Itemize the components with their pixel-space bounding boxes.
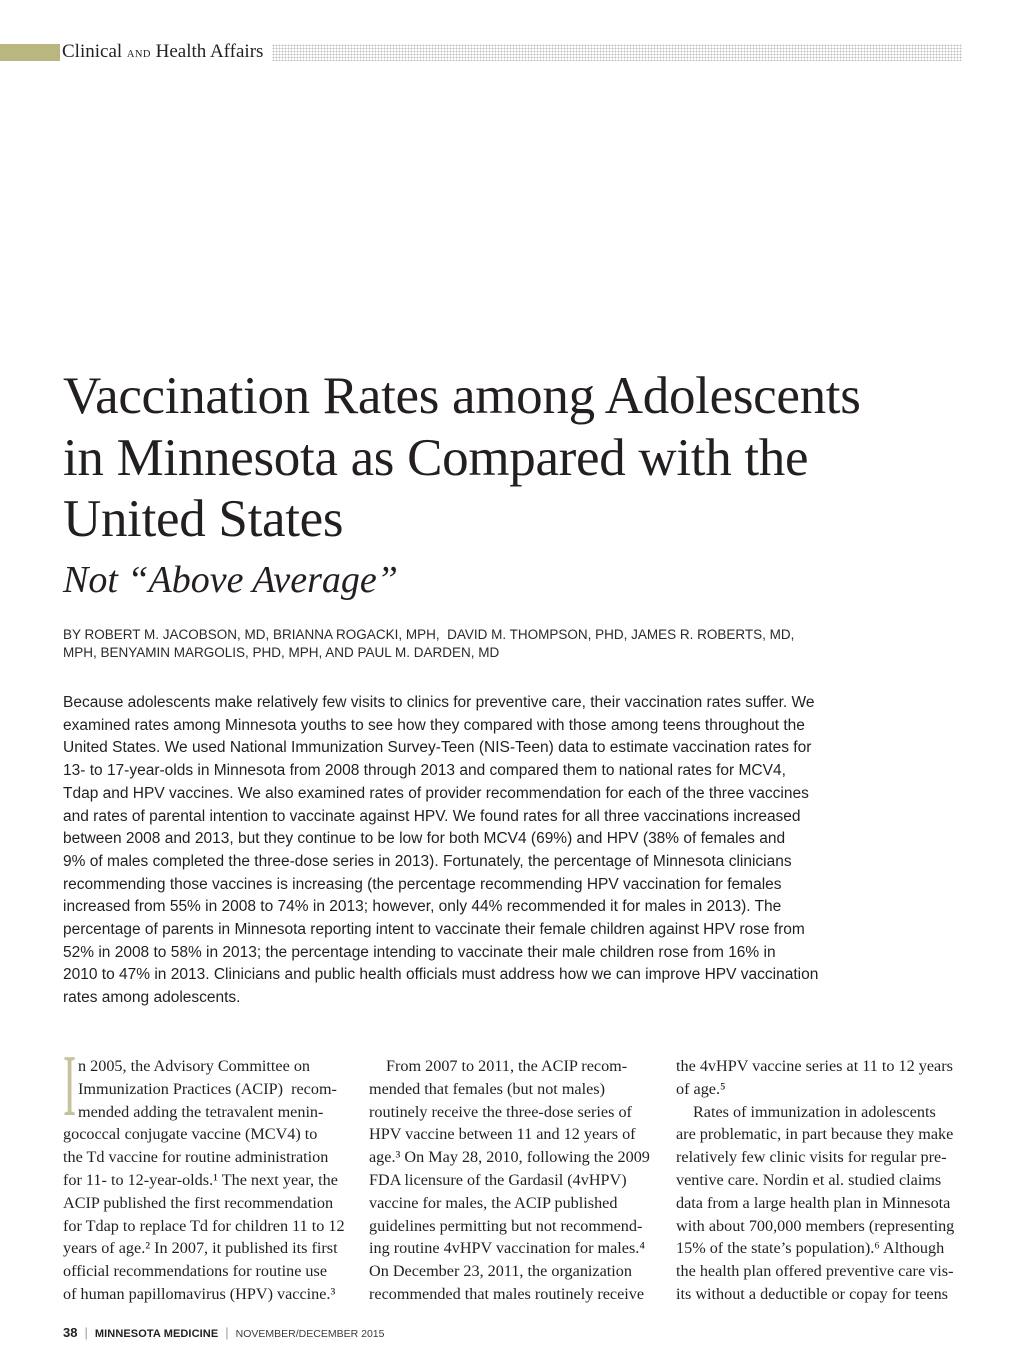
abstract-line: Because adolescents make relatively few visits to clinics for preventive care, their vaccination rates suffer. We — [63, 694, 815, 711]
body-line: gococcal conjugate vaccine (MCV4) to — [63, 1125, 318, 1144]
section-label-and: AND — [126, 49, 151, 60]
drop-cap: I — [63, 1037, 77, 1135]
body-line: routinely receive the three-dose series of — [369, 1102, 632, 1121]
title-line: Vaccination Rates among Adolescents — [63, 367, 861, 425]
body-line: with about 700,000 members (representing — [676, 1216, 955, 1235]
abstract-line: 52% in 2008 to 58% in 2013; the percentage intending to vaccinate their male children rose from 16% in — [63, 943, 776, 961]
abstract-line: percentage of parents in Minnesota reporting intent to vaccinate their female children against HPV rose from — [63, 921, 805, 939]
body-line: vaccine for males, the ACIP published — [369, 1193, 618, 1212]
abstract-line: 9% of males completed the three-dose series in 2013). Fortunately, the percentage of Minnesota clinicians — [63, 852, 792, 870]
body-line: for Tdap to replace Td for children 11 to 12 — [63, 1216, 345, 1235]
body-line: Rates of immunization in adolescents — [693, 1102, 936, 1121]
body-line: of age.⁵ — [676, 1079, 726, 1098]
body-line: years of age.² In 2007, it published its first — [63, 1239, 338, 1258]
body-line: mended that females (but not males) — [369, 1079, 605, 1098]
title-line: United States — [63, 490, 344, 548]
abstract-line: Tdap and HPV vaccines. We also examined rates of provider recommendation for each of the three vaccines — [63, 784, 809, 802]
body-line: mended adding the tetravalent menin- — [78, 1102, 324, 1121]
abstract-line: between 2008 and 2013, but they continue to be low for both MCV4 (69%) and HPV (38% of females and — [63, 830, 786, 848]
body-line: FDA licensure of the Gardasil (4vHPV) — [369, 1170, 627, 1189]
body-line: age.³ On May 28, 2010, following the 2009 — [369, 1148, 650, 1167]
body-line: official recommendations for routine use — [63, 1262, 328, 1281]
abstract-line: recommending those vaccines is increasing (the percentage recommending HPV vaccination for females — [63, 875, 782, 893]
abstract — [63, 692, 818, 1010]
body-line: relatively few clinic visits for regular pre- — [676, 1148, 947, 1167]
article-subtitle: Not “Above Average” — [63, 559, 398, 601]
body-line: the health plan offered preventive care vis- — [676, 1262, 954, 1281]
title-line: in Minnesota as Compared with the — [63, 428, 809, 487]
body-line: 15% of the state’s population).⁶ Although — [676, 1239, 945, 1258]
section-accent-bar — [0, 44, 60, 61]
byline-line: MPH, BENYAMIN MARGOLIS, PHD, MPH, AND PAUL M. DARDEN, MD — [63, 645, 500, 660]
footer-separator: | — [225, 1325, 229, 1340]
abstract-line: examined rates among Minnesota youths to see how they compared with those among teens throughout the — [63, 716, 805, 734]
journal-name: MINNESOTA MEDICINE — [94, 1328, 219, 1340]
body-line: On December 23, 2011, the organization — [369, 1262, 632, 1281]
body-line: From 2007 to 2011, the ACIP recom- — [386, 1057, 628, 1075]
footer-separator: | — [84, 1325, 88, 1340]
abstract-line: 13- to 17-year-olds in Minnesota from 2008 through 2013 and compared them to national rates for MCV4, — [63, 762, 786, 780]
body-line: guidelines permitting but not recommend- — [369, 1216, 643, 1235]
body-line: ACIP published the first recommendation — [63, 1193, 334, 1212]
page-number: 38 — [63, 1325, 78, 1340]
abstract-line: 2010 to 47% in 2013. Clinicians and public health officials must address how we can improve HPV vaccination — [63, 966, 819, 984]
abstract-line: United States. We used National Immunization Survey-Teen (NIS-Teen) data to estimate vaccination rates for — [63, 739, 812, 757]
body-column-3 — [676, 1055, 962, 1306]
body-line: n 2005, the Advisory Committee on — [78, 1057, 311, 1075]
body-line: data from a large health plan in Minnesota — [676, 1193, 951, 1212]
body-line: ing routine 4vHPV vaccination for males.⁴ — [369, 1239, 645, 1258]
body-line: of human papillomavirus (HPV) vaccine.³ — [63, 1284, 336, 1303]
byline-line: BY ROBERT M. JACOBSON, MD, BRIANNA ROGACKI, MPH, DAVID M. THOMPSON, PHD, JAMES R. ROBERTS, MD, — [63, 627, 795, 642]
byline — [63, 626, 794, 662]
body-line: HPV vaccine between 11 and 12 years of — [369, 1125, 636, 1144]
body-column-1 — [63, 1037, 349, 1306]
body-line: its without a deductible or copay for teens — [676, 1284, 948, 1303]
abstract-line: and rates of parental intention to vaccinate against HPV. We found rates for all three vaccinations increased — [63, 807, 801, 825]
body-line: ventive care. Nordin et al. studied claims — [676, 1170, 942, 1189]
running-head — [0, 43, 962, 61]
issue-date: NOVEMBER/DECEMBER 2015 — [235, 1328, 385, 1340]
halftone-rule — [272, 44, 962, 61]
page-footer — [63, 1325, 384, 1341]
body-column-2 — [369, 1055, 655, 1306]
body-line: for 11- to 12-year-olds.¹ The next year, the — [63, 1170, 338, 1189]
body-line: are problematic, in part because they make — [676, 1125, 954, 1144]
abstract-line: increased from 55% in 2008 to 74% in 2013; however, only 44% recommended it for males in 2013). The — [63, 898, 782, 916]
body-line: Immunization Practices (ACIP) recom- — [78, 1079, 337, 1098]
abstract-line: rates among adolescents. — [63, 989, 241, 1007]
section-label-clinical: Clinical — [62, 41, 123, 62]
body-line: the 4vHPV vaccine series at 11 to 12 years — [676, 1057, 953, 1075]
section-label — [62, 43, 263, 61]
body-line: recommended that males routinely receive — [369, 1284, 645, 1303]
article-title — [63, 366, 861, 551]
section-label-health-affairs: Health Affairs — [155, 41, 264, 62]
body-line: the Td vaccine for routine administration — [63, 1148, 329, 1167]
